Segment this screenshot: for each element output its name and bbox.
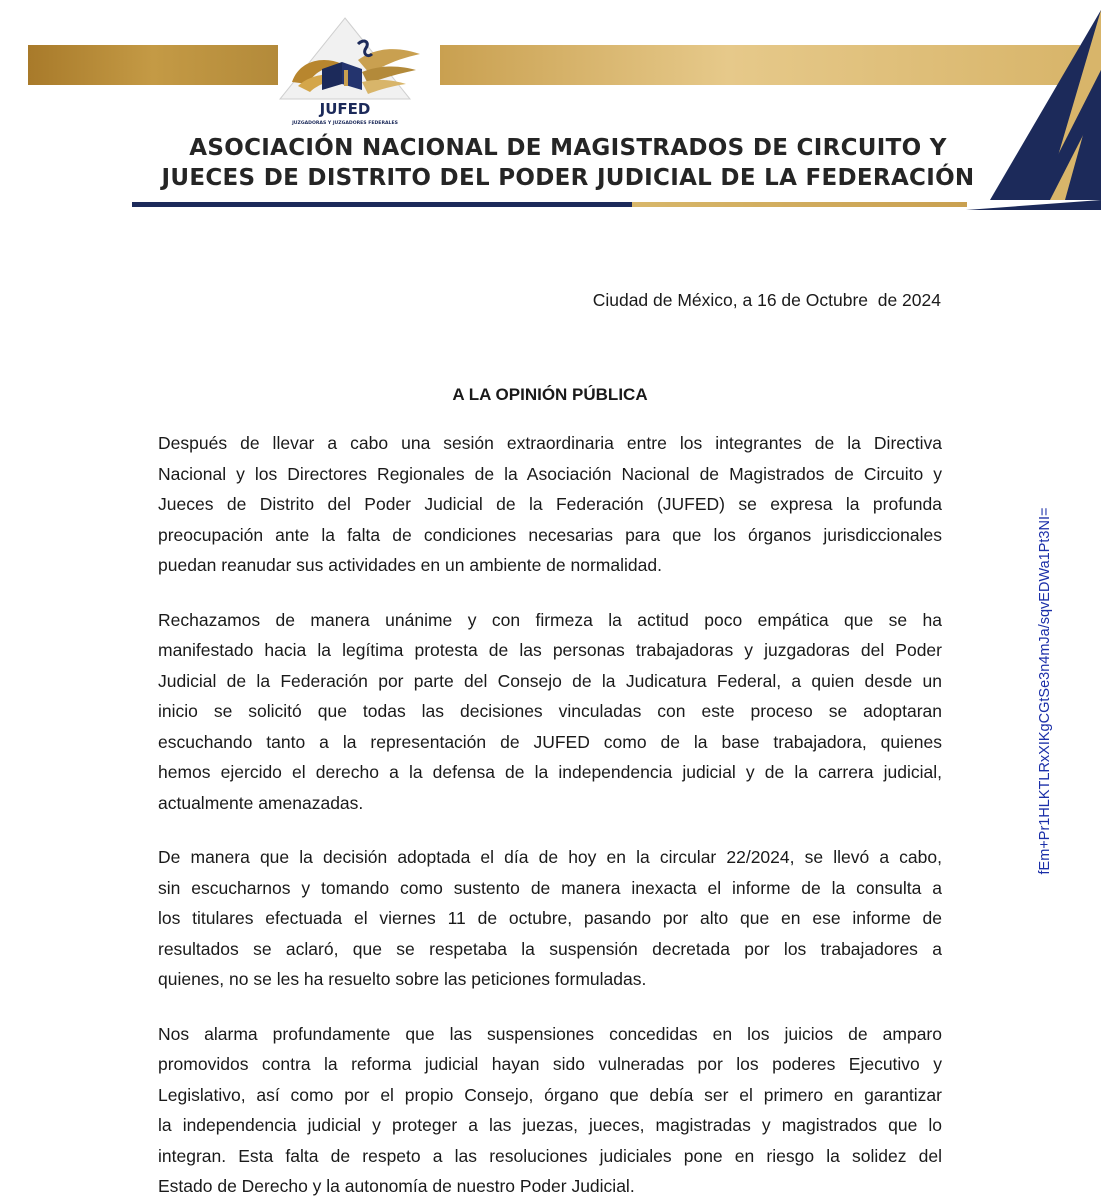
logo-subtext: JUZGADORAS Y JUZGADORES FEDERALES — [292, 121, 398, 126]
paragraph-line: preocupación ante la falta de condiciones necesarias para que los órganos jurisdiccionales — [158, 524, 942, 545]
paragraph-line: De manera que la decisión adoptada el día de hoy en la circular 22/2024, se llevó a cabo, — [158, 847, 942, 867]
verification-code — [1030, 498, 1060, 883]
paragraph — [158, 1019, 942, 1200]
document-body — [158, 428, 942, 1200]
logo-wordmark: JUFED — [319, 100, 371, 118]
paragraph — [158, 605, 942, 819]
paragraph-line: Estado de Derecho y la autonomía de nuestro Poder Judicial. — [158, 1176, 635, 1196]
paragraph-line: actualmente amenazadas. — [158, 792, 364, 813]
paragraph-line: Rechazamos de manera unánime y con firmeza la actitud poco empática que se ha — [158, 609, 942, 630]
jufed-logo — [270, 14, 430, 134]
paragraph-line: escuchando tanto a la representación de JUFED como de la base trabajadora, quienes — [158, 731, 942, 752]
paragraph-line: hemos ejercido el derecho a la defensa de la independencia judicial y de la carrera judicial, — [158, 762, 942, 782]
organization-title — [118, 133, 1018, 193]
document-heading: A LA OPINIÓN PÚBLICA — [452, 385, 648, 404]
header-rule-gold — [632, 202, 967, 207]
paragraph-line: inicio se solicitó que todas las decisiones vinculadas con este proceso se adoptaran — [158, 701, 942, 721]
paragraph-line: quienes, no se les ha resuelto sobre las peticiones formuladas. — [158, 969, 647, 989]
header-gold-bar-left — [28, 45, 278, 85]
document-date: Ciudad de México, a 16 de Octubre de 2024 — [592, 290, 941, 310]
paragraph-line: Judicial de la Federación por parte del Consejo de la Judicatura Federal, a quien desde un — [158, 670, 942, 691]
header-rule-navy — [132, 202, 632, 207]
verification-code-text: fEm+Pr1HLKTLRxXIKgCGtSe3n4mJa/sqvEDWa1Pt3NI= — [1037, 507, 1053, 874]
paragraph-line: Legislativo, así como por el propio Consejo, órgano que debía ser el primero en garantizar — [158, 1084, 942, 1105]
title-line-1: ASOCIACIÓN NACIONAL DE MAGISTRADOS DE CIRCUITO Y — [189, 135, 947, 161]
title-line-2: JUECES DE DISTRITO DEL PODER JUDICIAL DE LA FEDERACIÓN — [161, 165, 975, 191]
paragraph-line: promovidos contra la reforma judicial hayan sido vulneradas por los poderes Ejecutivo y — [158, 1054, 942, 1074]
paragraph-line: manifestado hacia la legítima protesta de las personas trabajadoras y juzgadoras del Poder — [158, 640, 942, 660]
paragraph-line: los titulares efectuada el viernes 11 de octubre, pasando por alto que en ese informe de — [158, 908, 942, 928]
paragraph-line: la independencia judicial y proteger a las juezas, jueces, magistradas y magistrados que lo — [158, 1115, 942, 1135]
paragraph-line: Después de llevar a cabo una sesión extraordinaria entre los integrantes de la Directiva — [158, 433, 942, 453]
paragraph — [158, 842, 942, 995]
paragraph-line: integran. Esta falta de respeto a las resoluciones judiciales pone en riesgo la solidez del — [158, 1145, 942, 1166]
paragraph-line: Nacional y los Directores Regionales de la Asociación Nacional de Magistrados de Circuito y — [158, 463, 942, 484]
paragraph-line: puedan reanudar sus actividades en un ambiente de normalidad. — [158, 555, 662, 575]
paragraph-line: resultados se aclaró, que se respetaba la suspensión decretada por los trabajadores a — [158, 938, 942, 959]
paragraph-line: Nos alarma profundamente que las suspensiones concedidas en los juicios de amparo — [158, 1023, 942, 1044]
paragraph-line: Jueces de Distrito del Poder Judicial de la Federación (JUFED) se expresa la profunda — [158, 494, 942, 514]
paragraph-line: sin escucharnos y tomando como sustento de manera inexacta el informe de la consulta a — [158, 877, 942, 898]
paragraph — [158, 428, 942, 581]
